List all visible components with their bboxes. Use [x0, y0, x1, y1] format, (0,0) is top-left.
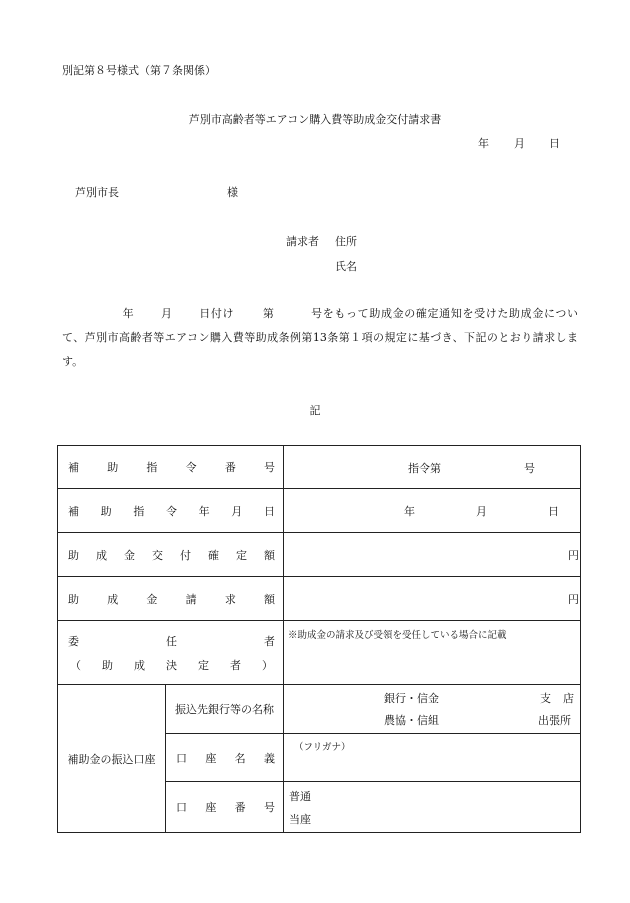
directive-date-year: 年: [404, 505, 416, 518]
confirmed-amount-unit: 円: [568, 549, 580, 562]
row-confirmed-amount: [58, 533, 581, 577]
row-bank-name: [58, 685, 581, 734]
request-amount-label-char: 請: [185, 592, 197, 606]
applicant-name-label: 氏名: [335, 260, 357, 273]
request-amount-label: [58, 591, 283, 607]
directive-date-month: 月: [476, 505, 488, 518]
row-delegator: [58, 621, 581, 685]
directive-number-label-char: 指: [146, 461, 158, 474]
delegator-sublabel-char: （: [70, 658, 81, 672]
delegator-sublabel-char: 者: [230, 658, 241, 672]
confirmed-amount-label-char: 定: [236, 548, 247, 562]
account-number-label-char: 口: [176, 801, 187, 814]
directive-number-label-char: 令: [185, 461, 197, 474]
request-amount-label-char: 額: [264, 592, 276, 606]
directive-date-label-char: 年: [198, 504, 210, 518]
furigana-label: （フリガナ）: [294, 742, 351, 753]
directive-number-label-char: 番: [224, 461, 236, 474]
delegator-sublabel-char: 定: [198, 658, 209, 672]
applicant-label: 請求者: [286, 235, 319, 248]
bank-type-1: 銀行・信金: [384, 692, 440, 705]
date-year: 年: [478, 137, 489, 150]
confirmed-amount-label-char: 交: [152, 548, 163, 562]
addressee-honorific: 様: [227, 186, 238, 199]
directive-date-day: 日: [548, 505, 560, 518]
request-amount-label-char: 求: [224, 592, 236, 606]
ki-heading: 記: [309, 404, 321, 417]
delegator-sublabel-char: ）: [262, 658, 273, 672]
row-request-amount: [58, 577, 581, 621]
confirmed-amount-label-char: 付: [180, 548, 191, 562]
body-month: 月: [160, 307, 173, 320]
delegator-cell[interactable]: [284, 621, 581, 685]
date-day: 日: [549, 137, 560, 150]
account-number-label-char: 番: [234, 801, 246, 814]
directive-date-label-char: 助: [100, 504, 112, 518]
request-form-table: [57, 445, 587, 833]
directive-number-cell[interactable]: [284, 446, 581, 489]
body-dated: 日付け: [198, 307, 235, 320]
account-holder-label-char: 名: [234, 751, 246, 765]
request-amount-label-char: 成: [107, 592, 119, 606]
directive-date-label-char: 指: [133, 504, 145, 518]
applicant-address-label: 住所: [335, 235, 357, 248]
account-type-ordinary: 普通: [289, 790, 312, 803]
confirmed-amount-label-char: 成: [96, 548, 107, 562]
account-number-label-char: 座: [205, 801, 217, 814]
account-number-cell[interactable]: [284, 782, 581, 833]
row-directive-date: [58, 489, 581, 533]
delegator-label-char: 者: [264, 634, 275, 648]
bank-name-cell[interactable]: [284, 685, 587, 734]
row-directive-number: [58, 446, 581, 489]
directive-number-label-char: 助: [107, 461, 119, 474]
request-body: [62, 302, 578, 374]
confirmed-amount-label-char: 金: [124, 548, 135, 562]
request-amount-unit: 円: [568, 593, 580, 606]
confirmed-amount-label-char: 額: [264, 548, 275, 562]
delegator-label-char: 任: [166, 634, 177, 648]
directive-date-label-char: 令: [165, 504, 177, 518]
directive-prefix: 指令第: [408, 462, 442, 475]
delegator-sublabel-char: 決: [166, 658, 177, 672]
bank-type-2: 農協・信組: [384, 714, 440, 727]
directive-number-label: [58, 459, 283, 475]
document-title: 芦別市高齢者等エアコン購入費等助成金交付請求書: [188, 113, 442, 126]
confirmed-amount-label: [58, 547, 283, 563]
directive-date-cell[interactable]: [284, 489, 581, 533]
body-text: 号をもって助成金の確定通知を受けた助成金について、芦別市高齢者等エアコン購入費等助成条例第13条第１項の規定に基づき、下記のとおり請求します。: [62, 307, 579, 368]
account-number-label-char: 号: [263, 801, 275, 814]
request-amount-label-char: 助: [68, 592, 79, 606]
directive-date-label-char: 補: [68, 504, 79, 518]
request-amount-label-char: 金: [146, 592, 158, 606]
directive-number-label-char: 号: [264, 461, 276, 474]
confirmed-amount-label-char: 助: [68, 548, 79, 562]
directive-date-label: [58, 503, 283, 519]
bank-group-label: 補助金の振込口座: [58, 685, 166, 833]
date-month: 月: [514, 137, 525, 150]
bank-name-label: 振込先銀行等の名称: [166, 685, 284, 734]
account-number-label: [166, 799, 283, 815]
form-number: 別記第８号様式（第７条関係）: [62, 64, 216, 77]
directive-number-label-char: 補: [68, 461, 79, 474]
account-holder-label-char: 口: [176, 751, 187, 765]
account-holder-cell[interactable]: [284, 734, 581, 782]
delegator-sublabel-char: 成: [134, 658, 145, 672]
delegator-sublabel: [58, 657, 283, 673]
account-type-current: 当座: [289, 813, 312, 826]
branch-type-1: 支店: [540, 692, 587, 705]
delegator-label-char: 委: [68, 634, 79, 648]
addressee-name: 芦別市長: [75, 186, 119, 199]
delegator-note: ※助成金の請求及び受領を受任している場合に記載: [288, 630, 507, 641]
account-holder-label-char: 義: [263, 751, 275, 765]
request-amount-cell[interactable]: [284, 577, 581, 621]
branch-type-2: 出張所: [538, 714, 572, 727]
directive-suffix: 号: [524, 462, 536, 475]
confirmed-amount-cell[interactable]: [284, 533, 581, 577]
directive-date-label-char: 日: [263, 504, 275, 518]
account-holder-label: [166, 750, 283, 766]
account-holder-label-char: 座: [205, 751, 217, 765]
delegator-label: [58, 633, 283, 649]
directive-date-label-char: 月: [231, 504, 243, 518]
body-year: 年: [122, 307, 135, 320]
confirmed-amount-label-char: 確: [208, 548, 219, 562]
delegator-sublabel-char: 助: [102, 658, 113, 672]
body-dai: 第: [262, 307, 275, 320]
